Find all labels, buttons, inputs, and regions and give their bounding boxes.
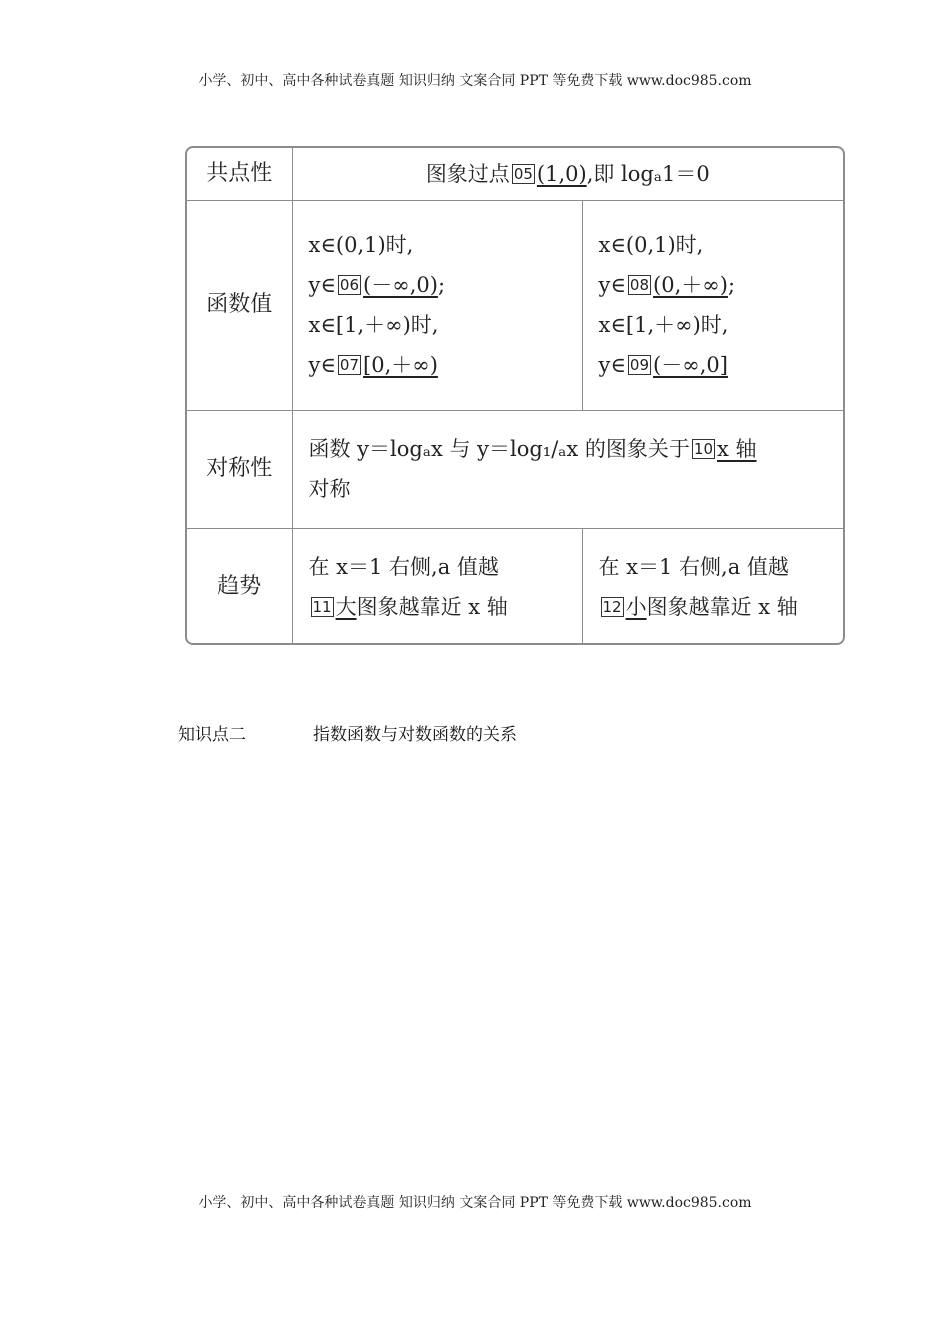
log-function-properties-table xyxy=(185,146,845,645)
blank-answer-09: (－∞,0] xyxy=(653,353,728,377)
row-label-common-point: 共点性 xyxy=(187,148,292,200)
trend-left-line2 xyxy=(309,587,566,627)
blank-number-11: 11 xyxy=(312,597,332,616)
symmetry-post: 对称 xyxy=(308,477,351,501)
section-label: 知识点二 xyxy=(178,725,246,745)
section-title: 指数函数与对数函数的关系 xyxy=(313,725,517,745)
symmetry-cell xyxy=(292,410,843,528)
fv-right-line2-post: ; xyxy=(727,273,736,297)
row-symmetry xyxy=(187,410,843,528)
blank-answer-10: x 轴 xyxy=(717,437,757,461)
fv-right-line2 xyxy=(599,265,828,305)
symmetry-pre: 函数 y＝logₐx 与 y＝log₁/ₐx 的图象关于 xyxy=(308,437,690,461)
fv-left-line4 xyxy=(309,345,566,385)
row-label-symmetry: 对称性 xyxy=(187,410,292,528)
trend-left-pre: 在 x＝1 右侧,a 值越 xyxy=(308,554,499,579)
blank-number-09: 09 xyxy=(629,356,650,374)
blank-number-12: 12 xyxy=(602,597,622,616)
fv-right-line4 xyxy=(599,345,828,385)
common-point-cell xyxy=(292,148,843,200)
blank-number-06: 06 xyxy=(339,276,360,294)
fv-left-line2-pre: y∈ xyxy=(308,273,336,297)
fv-left-line3: x∈[1,＋∞)时, xyxy=(308,313,439,337)
blank-number-10: 10 xyxy=(693,440,714,458)
row-label-trend: 趋势 xyxy=(187,528,292,645)
trend-right-post: 图象越靠近 x 轴 xyxy=(646,594,798,619)
blank-answer-06: (－∞,0) xyxy=(363,273,438,297)
trend-right-cell xyxy=(582,528,843,645)
row-label-function-values: 函数值 xyxy=(187,200,292,410)
trend-left-cell xyxy=(292,528,582,645)
common-point-pre: 图象过点 xyxy=(425,161,510,186)
function-values-left-cell xyxy=(292,200,582,410)
fv-left-line1: x∈(0,1)时, xyxy=(308,233,414,257)
blank-number-08: 08 xyxy=(629,276,650,294)
trend-right-pre: 在 x＝1 右侧,a 值越 xyxy=(598,554,789,579)
blank-answer-12: 小 xyxy=(625,594,647,619)
common-point-post: ,即 logₐ1＝0 xyxy=(586,161,710,186)
page-footer: 小学、初中、高中各种试卷真题 知识归纳 文案合同 PPT 等免费下载 www.doc985.com xyxy=(198,1195,752,1211)
fv-right-line1: x∈(0,1)时, xyxy=(598,233,704,257)
fv-left-line4-pre: y∈ xyxy=(308,353,336,377)
blank-answer-07: [0,＋∞) xyxy=(363,353,438,377)
blank-answer-08: (0,＋∞) xyxy=(653,273,728,297)
function-values-right-cell xyxy=(582,200,843,410)
fv-right-line3: x∈[1,＋∞)时, xyxy=(598,313,729,337)
trend-right-line2 xyxy=(599,587,828,627)
blank-answer-11: 大 xyxy=(335,594,357,619)
blank-number-07: 07 xyxy=(339,356,360,374)
fv-left-line2-post: ; xyxy=(437,273,446,297)
blank-number-05: 05 xyxy=(513,164,533,183)
fv-right-line4-pre: y∈ xyxy=(598,353,626,377)
fv-right-line2-pre: y∈ xyxy=(598,273,626,297)
page-header: 小学、初中、高中各种试卷真题 知识归纳 文案合同 PPT 等免费下载 www.doc985.com xyxy=(198,73,752,89)
row-function-values xyxy=(187,200,843,410)
blank-answer-05: (1,0) xyxy=(536,161,587,186)
trend-left-post: 图象越靠近 x 轴 xyxy=(356,594,508,619)
row-trend xyxy=(187,528,843,645)
row-common-point xyxy=(187,148,843,200)
fv-left-line2 xyxy=(309,265,566,305)
